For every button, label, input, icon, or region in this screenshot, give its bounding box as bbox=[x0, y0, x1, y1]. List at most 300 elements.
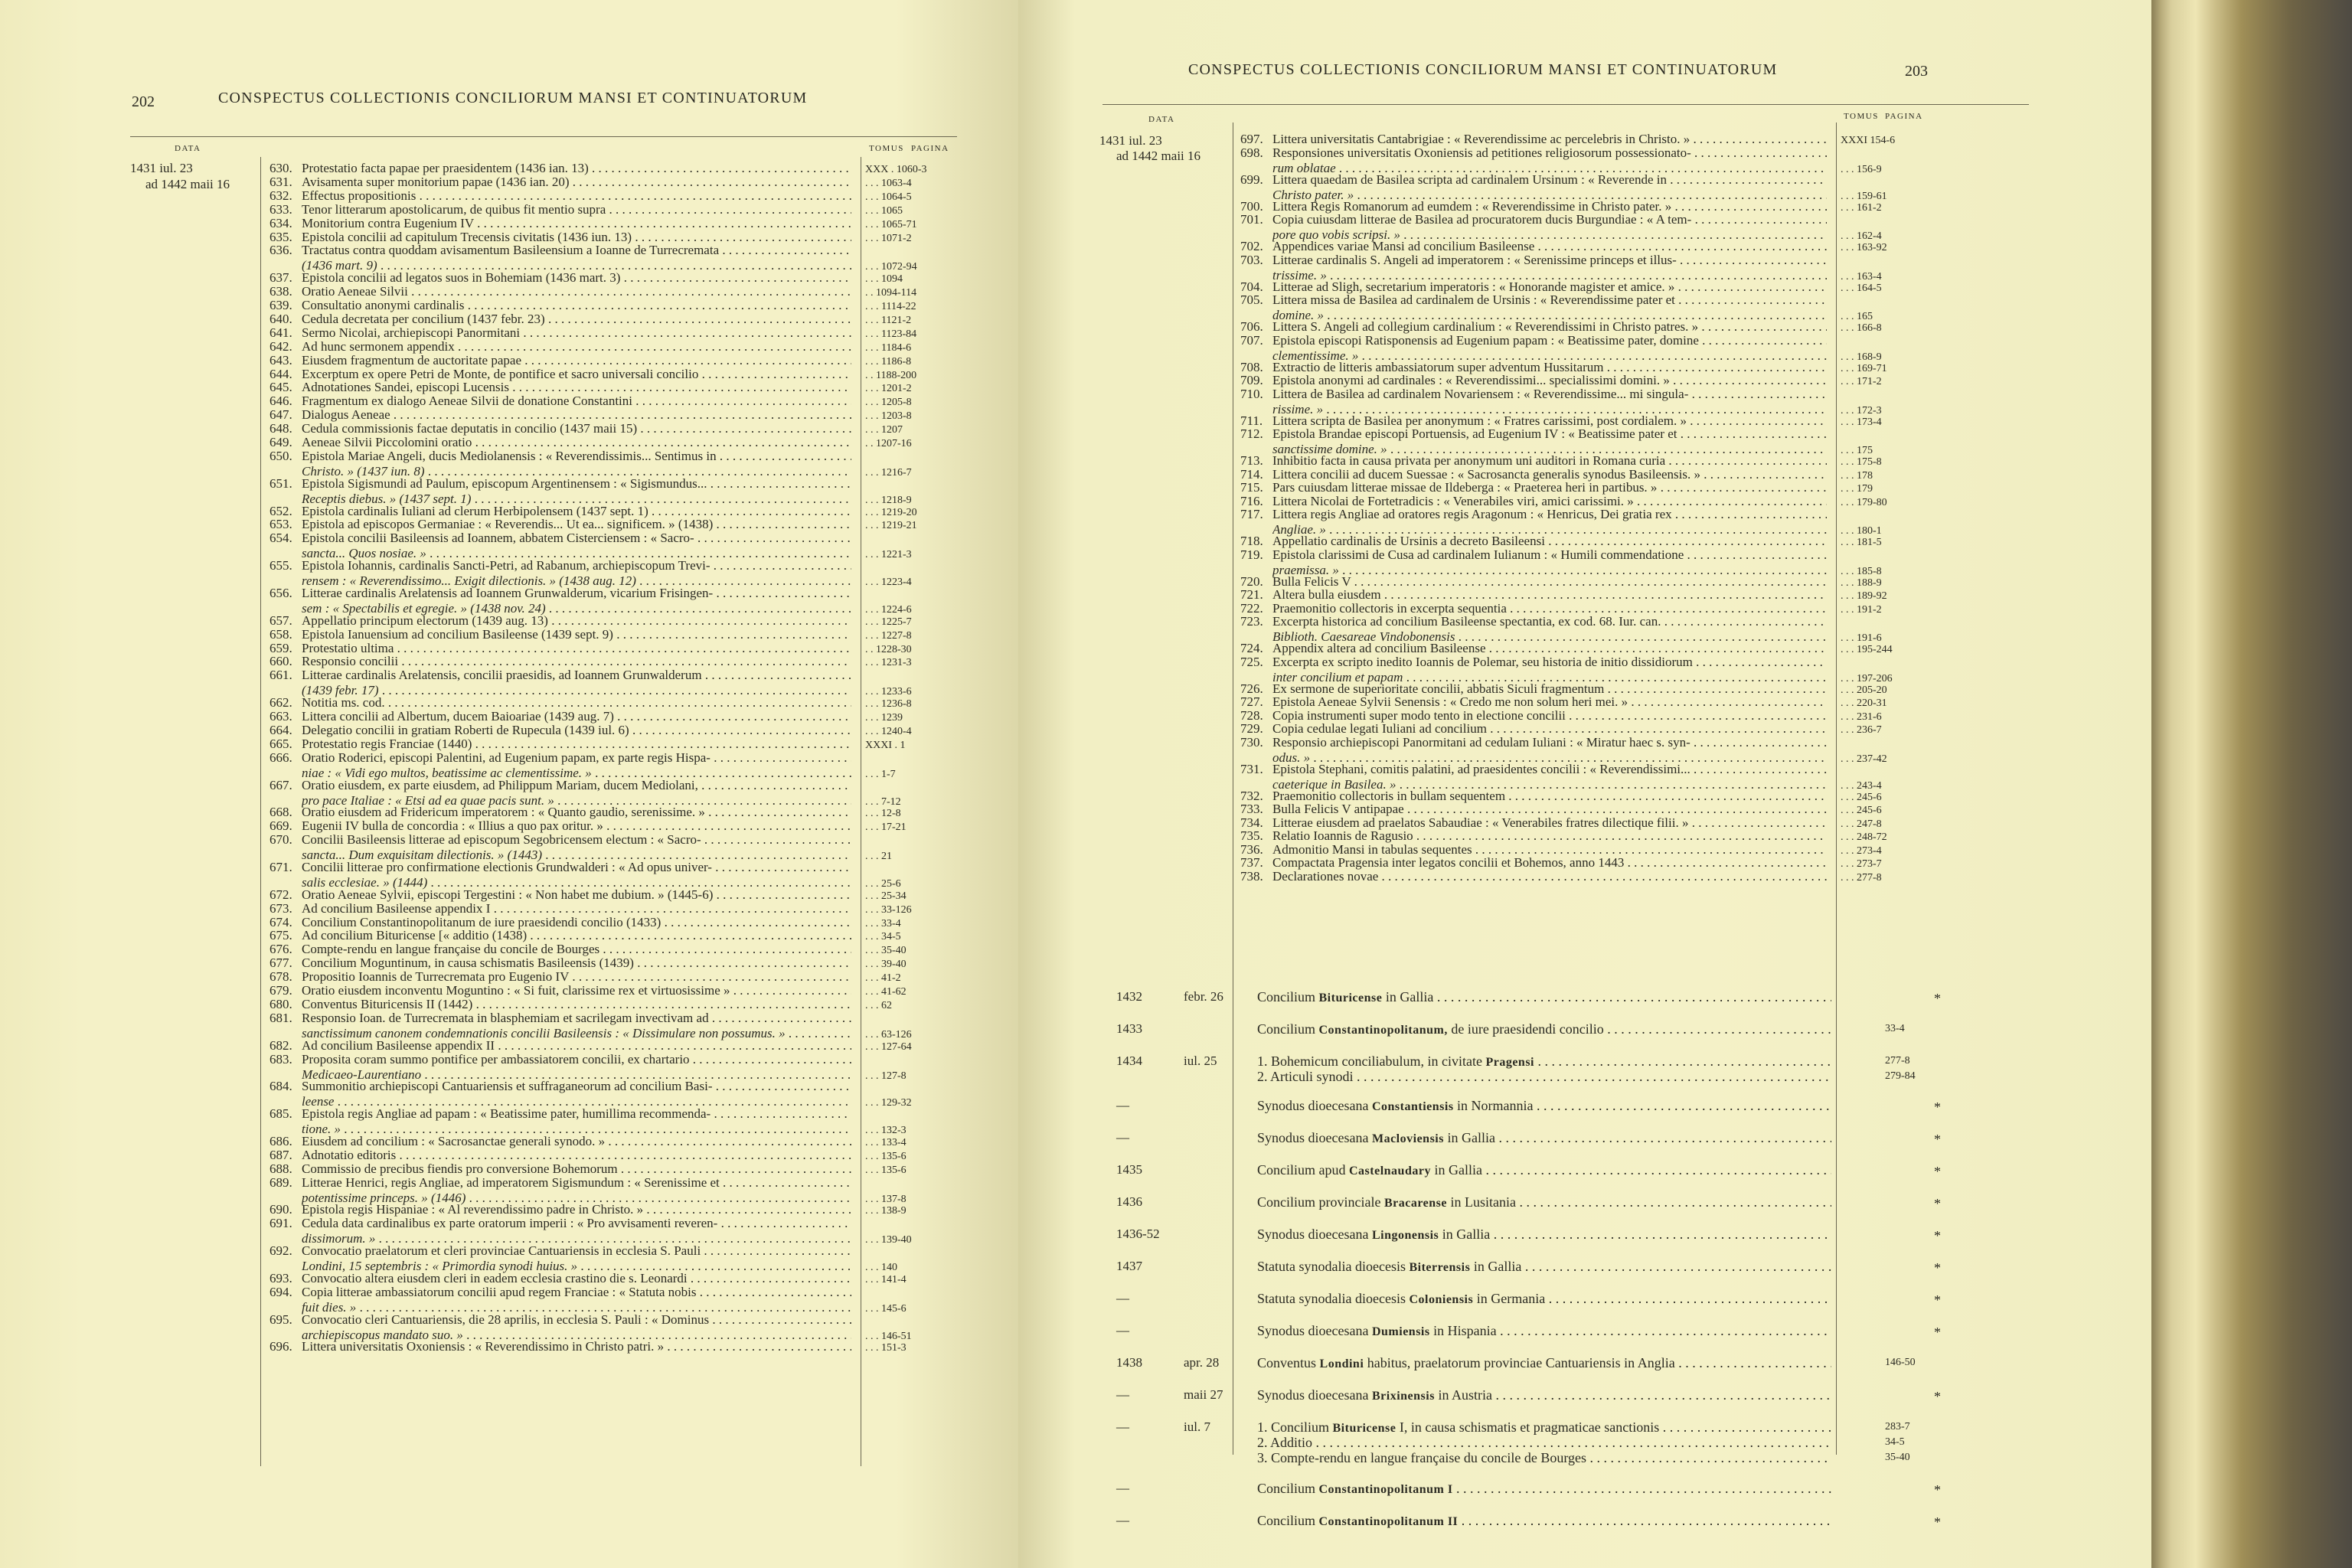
entry-number: 737. bbox=[1240, 855, 1263, 870]
entry-title: Eiusdem ad concilium : « Sacrosanctae generali synodo. » . . . bbox=[302, 1134, 851, 1149]
council-text: in Gallia bbox=[1382, 989, 1434, 1004]
entry-number: 662. bbox=[270, 695, 292, 710]
entry-number: 669. bbox=[270, 818, 292, 834]
entry-reference: . . . 179-80 bbox=[1841, 496, 1887, 508]
entry-title: Copia instrumenti super modo tento in electione concilii . . . bbox=[1272, 708, 1827, 724]
entry-number: 630. bbox=[270, 161, 292, 175]
entry-number: 666. bbox=[270, 750, 292, 765]
entry-title: Epistola anonymi ad cardinales : « Reverendissimi... specialissimi domini. » . . . bbox=[1272, 373, 1827, 388]
council-text: in Lusitania bbox=[1446, 1194, 1516, 1210]
entry-title: Ex sermone de superioritate concilii, abbatis Siculi fragmentum . . . bbox=[1272, 681, 1827, 697]
council-place: Coloniensis bbox=[1409, 1293, 1474, 1306]
entry-number: 663. bbox=[270, 709, 292, 724]
council-entry bbox=[1257, 1054, 1831, 1070]
catalog-entry bbox=[270, 1010, 912, 1040]
entry-reference: . . . 162-4 bbox=[1841, 230, 1882, 242]
entry-title: Litterae cardinalis S. Angeli ad imperatorem : « Serenissime princeps et illus- . . . bbox=[1272, 253, 1827, 268]
entry-number: 681. bbox=[270, 1010, 292, 1025]
council-year: 1437 bbox=[1116, 1259, 1142, 1273]
entry-number: 731. bbox=[1240, 761, 1263, 776]
entry-continuation: tione. » . . . bbox=[302, 1122, 851, 1137]
entry-reference: . . . 273-7 bbox=[1841, 858, 1882, 870]
entry-reference: XXXI . 1 bbox=[865, 739, 906, 751]
council-entry bbox=[1257, 1130, 1831, 1147]
catalog-entry bbox=[1240, 614, 1882, 644]
catalog-entry bbox=[1240, 252, 1882, 283]
council-date: febr. 26 bbox=[1184, 989, 1223, 1004]
council-reference: 35-40 bbox=[1885, 1452, 1910, 1463]
entry-number: 732. bbox=[1240, 788, 1263, 803]
council-entry bbox=[1257, 1098, 1831, 1115]
entry-continuation: Receptis diebus. » (1437 sept. 1) . . . bbox=[302, 492, 851, 507]
entry-number: 647. bbox=[270, 407, 292, 423]
council-reference: 277-8 bbox=[1885, 1055, 1910, 1067]
council-year: 1434 bbox=[1116, 1054, 1142, 1068]
entry-number: 725. bbox=[1240, 654, 1263, 669]
column-header-tomus: TOMUS bbox=[869, 144, 904, 153]
entry-title: Cedula data cardinalibus ex parte oratorum imperii : « Pro avvisamenti reveren- . . . bbox=[302, 1216, 851, 1231]
entry-title: Notitia ms. cod. . . . bbox=[302, 695, 851, 710]
council-reference: 146-50 bbox=[1885, 1357, 1916, 1368]
entry-reference: . . . 181-5 bbox=[1841, 537, 1882, 548]
council-place: Macloviensis bbox=[1371, 1132, 1444, 1145]
council-entry bbox=[1257, 1419, 1831, 1436]
entry-title: Convocatio praelatorum et cleri provinciae Cantuariensis in ecclesia S. Pauli . . . bbox=[302, 1243, 851, 1259]
council-entry: 3. Compte-rendu en langue française du concile de Bourges . . . bbox=[1257, 1450, 1831, 1467]
council-text: Concilium provinciale bbox=[1257, 1194, 1384, 1210]
entry-title: Oratio Aeneae Sylvii, episcopi Tergestini : « Non habet me dubium. » (1445-6) . . . bbox=[302, 887, 851, 903]
entry-reference: . . . 135-6 bbox=[865, 1150, 906, 1162]
entry-reference: . . . 25-6 bbox=[865, 877, 901, 890]
council-date: apr. 28 bbox=[1184, 1355, 1220, 1370]
entry-reference: . . . 248-72 bbox=[1841, 831, 1887, 843]
page-number: 203 bbox=[1905, 63, 1928, 80]
entry-number: 736. bbox=[1240, 841, 1263, 857]
entry-number: 689. bbox=[270, 1174, 292, 1190]
entry-title: Litterae cardinalis Arelatensis ad Ioannem Grunwalderum, vicarium Frisingen- . . . bbox=[302, 586, 851, 601]
entry-number: 643. bbox=[270, 352, 292, 368]
catalog-entry bbox=[270, 1284, 906, 1315]
entry-reference: . . . 159-61 bbox=[1841, 190, 1887, 202]
council-year: — bbox=[1116, 1098, 1129, 1112]
entry-title: Appellatio cardinalis de Ursinis a decreto Basileensi . . . bbox=[1272, 534, 1827, 549]
entry-number: 648. bbox=[270, 421, 292, 436]
entry-reference: . . . 1207 bbox=[865, 424, 903, 436]
council-date: iul. 25 bbox=[1184, 1054, 1217, 1068]
entry-title: Protestatio regis Franciae (1440) . . . bbox=[302, 737, 851, 752]
catalog-entry bbox=[270, 1079, 912, 1109]
entry-reference: . . . 1065-71 bbox=[865, 218, 917, 230]
entry-title: Sermo Nicolai, archiepiscopi Panormitani . . . bbox=[302, 325, 851, 341]
entry-title: Protestatio facta papae per praesidentem (1436 ian. 13) . . . bbox=[302, 161, 851, 176]
entry-reference: . . . 173-4 bbox=[1841, 416, 1882, 428]
council-text: Concilium bbox=[1257, 1513, 1319, 1528]
entry-reference: . . . 1065 bbox=[865, 204, 903, 217]
entry-number: 709. bbox=[1240, 373, 1263, 387]
entry-title: Oratio eiusdem inconventu Moguntino : « Si fuit, clarissime rex et virtuosissime » . . . bbox=[302, 983, 851, 998]
entry-number: 682. bbox=[270, 1037, 292, 1053]
entry-title: Praemonitio collectoris in bullam sequentem . . . bbox=[1272, 789, 1827, 804]
entry-reference: . . . 1205-8 bbox=[865, 397, 912, 409]
entry-number: 639. bbox=[270, 298, 292, 312]
entry-continuation: sancta... Quos nosiae. » . . . bbox=[302, 546, 851, 561]
entry-number: 722. bbox=[1240, 600, 1263, 616]
entry-number: 631. bbox=[270, 174, 292, 189]
entry-continuation: inter concilium et papam . . . bbox=[1272, 670, 1827, 685]
entry-title: Concilium Constantinopolitanum de iure praesidendi concilio (1433) . . . bbox=[302, 915, 851, 930]
council-text: de iure praesidendi concilio bbox=[1447, 1021, 1604, 1037]
entry-title: Fragmentum ex dialogo Aeneae Silvii de donatione Constantini . . . bbox=[302, 394, 851, 409]
entry-continuation: potentissime princeps. » (1446) . . . bbox=[302, 1191, 851, 1206]
council-text: Statuta synodalia dioecesis bbox=[1257, 1291, 1410, 1306]
entry-number: 671. bbox=[270, 859, 292, 874]
entry-reference: . . . 1186-8 bbox=[865, 355, 912, 368]
entry-title: Epistola Mariae Angeli, ducis Mediolanensis : « Reverendissimis... Sentimus in . . . bbox=[302, 449, 851, 464]
catalog-entry bbox=[270, 558, 912, 589]
council-reference: 34-5 bbox=[1885, 1436, 1905, 1448]
entry-number: 668. bbox=[270, 805, 292, 820]
entry-number: 651. bbox=[270, 475, 292, 491]
entry-title: Compactata Pragensia inter legatos concilii et Bohemos, anno 1443 . . . bbox=[1272, 855, 1827, 871]
council-entry bbox=[1257, 1355, 1831, 1372]
council-entry bbox=[1257, 1021, 1831, 1038]
council-year: 1435 bbox=[1116, 1162, 1142, 1177]
entry-reference: . . . 35-40 bbox=[865, 945, 906, 957]
running-title: CONSPECTUS COLLECTIONIS CONCILIORUM MANSI ET CONTINUATORUM bbox=[218, 90, 808, 106]
entry-title: Avisamenta super monitorium papae (1436 ian. 20) . . . bbox=[302, 175, 851, 190]
catalog-entry bbox=[1240, 172, 1887, 202]
entry-number: 728. bbox=[1240, 707, 1263, 723]
catalog-entry bbox=[270, 1243, 897, 1274]
catalog-entry bbox=[270, 832, 892, 863]
entry-number: 653. bbox=[270, 517, 292, 532]
entry-reference: . . . 63-126 bbox=[865, 1028, 912, 1040]
entry-reference: . . . 1223-4 bbox=[865, 577, 912, 589]
entry-continuation: Christo pater. » . . . bbox=[1272, 188, 1827, 203]
entry-title: Responsio Ioan. de Turrecremata in blasphemiam et sacrilegam invectivam ad . . . bbox=[302, 1011, 851, 1026]
entry-number: 708. bbox=[1240, 359, 1263, 374]
entry-number: 638. bbox=[270, 284, 292, 299]
entry-number: 685. bbox=[270, 1106, 292, 1122]
entry-continuation: salis ecclesiae. » (1444) . . . bbox=[302, 875, 851, 890]
entry-number: 665. bbox=[270, 736, 292, 751]
entry-title: Ad concilium Basileense appendix I . . . bbox=[302, 901, 851, 916]
council-entry bbox=[1257, 1481, 1831, 1498]
entry-title: Epistola episcopi Ratisponensis ad Eugenium papam : « Beatissime pater, domine . . . bbox=[1272, 333, 1827, 348]
entry-number: 670. bbox=[270, 832, 292, 848]
entry-title: Epistola Ianuensium ad concilium Basileense (1439 sept. 9) . . . bbox=[302, 627, 851, 642]
entry-title: Excerptum ex opere Petri de Monte, de pontifice et sacro universali concilio . . . bbox=[302, 367, 851, 382]
entry-reference: . . . 171-2 bbox=[1841, 376, 1882, 387]
catalog-entry bbox=[1240, 547, 1882, 577]
entry-title: Littera de Basilea ad cardinalem Novariensem : « Reverendissime... mi singula- . . . bbox=[1272, 387, 1827, 402]
entry-title: Adnotatio editoris . . . bbox=[302, 1148, 851, 1163]
entry-reference: . . . 195-244 bbox=[1841, 644, 1893, 655]
entry-reference: . . . 1240-4 bbox=[865, 725, 912, 737]
entry-number: 683. bbox=[270, 1051, 292, 1067]
entry-reference: XXX . 1060-3 bbox=[865, 164, 927, 175]
asterisk-marker: * bbox=[1934, 1196, 1941, 1211]
catalog-entry bbox=[270, 475, 912, 506]
entry-title: Epistola Aeneae Sylvii Senensis : « Credo me non solum heri mei. » . . . bbox=[1272, 694, 1827, 710]
entry-title: Cedula decretata per concilium (1437 febr. 23) . . . bbox=[302, 312, 851, 327]
entry-reference: . . . 138-9 bbox=[865, 1205, 906, 1217]
entry-title: Littera concilii ad ducem Suessae : « Sacrosancta generalis synodus Basileensis. » . . . bbox=[1272, 467, 1827, 482]
column-rule bbox=[1836, 122, 1837, 1455]
entry-title: Extractio de litteris ambassiatorum super adventum Hussitarum . . . bbox=[1272, 360, 1827, 375]
entry-reference: . . 1228-30 bbox=[865, 643, 912, 655]
council-entry: 2. Additio . . . bbox=[1257, 1435, 1831, 1452]
entry-number: 637. bbox=[270, 270, 292, 286]
asterisk-marker: * bbox=[1934, 1260, 1941, 1276]
council-entry bbox=[1257, 1194, 1831, 1211]
entry-title: Epistola regis Angliae ad papam : « Beatissime pater, humillima recommenda- . . . bbox=[302, 1106, 851, 1122]
entry-reference: . . . 1227-8 bbox=[865, 629, 912, 642]
entry-number: 658. bbox=[270, 626, 292, 642]
entry-reference: . . . 1184-6 bbox=[865, 341, 912, 354]
catalog-entry bbox=[1240, 426, 1873, 456]
catalog-entry bbox=[270, 777, 901, 808]
council-place: Bituricense bbox=[1332, 1422, 1396, 1435]
entry-title: Epistola Sigismundi ad Paulum, episcopum Argentinensem : « Sigismundus... . . . bbox=[302, 476, 851, 492]
council-date: maii 27 bbox=[1184, 1387, 1223, 1402]
entry-reference: . . . 1071-2 bbox=[865, 232, 912, 244]
entry-number: 656. bbox=[270, 585, 292, 600]
entry-title: Responsio concilii . . . bbox=[302, 654, 851, 669]
entry-reference: . . . 245-6 bbox=[1841, 805, 1882, 816]
entry-title: Delegatio concilii in gratiam Roberti de Rupecula (1439 iul. 6) . . . bbox=[302, 723, 851, 738]
entry-number: 738. bbox=[1240, 868, 1263, 884]
entry-title: Eugenii IV bulla de concordia : « Illius a quo pax oritur. » . . . bbox=[302, 818, 851, 834]
asterisk-marker: * bbox=[1934, 1164, 1941, 1179]
entry-continuation: Angliae. » . . . bbox=[1272, 522, 1827, 537]
entry-number: 674. bbox=[270, 914, 292, 929]
entry-reference: . . . 1064-5 bbox=[865, 191, 912, 203]
entry-reference: . . . 161-2 bbox=[1841, 201, 1882, 214]
council-text: in Austria bbox=[1434, 1387, 1492, 1403]
entry-title: Adnotationes Sandei, episcopi Lucensis . . . bbox=[302, 380, 851, 395]
entry-number: 695. bbox=[270, 1312, 292, 1327]
council-place: Constantiensis bbox=[1371, 1100, 1454, 1113]
entry-reference: . . . 180-1 bbox=[1841, 525, 1882, 537]
entry-title: Propositio Ioannis de Turrecremata pro Eugenio IV . . . bbox=[302, 969, 851, 985]
council-year: — bbox=[1116, 1513, 1129, 1527]
entry-continuation: Medicaeo-Laurentiano . . . bbox=[302, 1067, 851, 1083]
entry-number: 641. bbox=[270, 325, 292, 340]
council-reference: 279-84 bbox=[1885, 1070, 1916, 1082]
entry-reference: . . . 135-6 bbox=[865, 1164, 906, 1176]
entry-reference: . . . 1094 bbox=[865, 273, 903, 286]
entry-reference: . . . 189-92 bbox=[1841, 590, 1887, 602]
entry-number: 733. bbox=[1240, 802, 1263, 816]
entry-title: Epistola ad episcopos Germaniae : « Reverendis... Ut ea... significem. » (1438) . . . bbox=[302, 517, 851, 532]
entry-continuation: (1436 mart. 9) . . . bbox=[302, 258, 851, 273]
entry-reference: . . . 1218-9 bbox=[865, 494, 912, 506]
entry-title: Oratio eiusdem, ex parte eiusdem, ad Philippum Mariam, ducem Mediolani, . . . bbox=[302, 778, 851, 793]
entry-reference: . . . 1224-6 bbox=[865, 603, 912, 616]
running-title: CONSPECTUS COLLECTIONIS CONCILIORUM MANSI ET CONTINUATORUM bbox=[1188, 61, 1778, 78]
entry-number: 684. bbox=[270, 1079, 292, 1094]
entry-number: 716. bbox=[1240, 493, 1263, 508]
catalog-entry bbox=[270, 1174, 906, 1205]
council-entry bbox=[1257, 1162, 1831, 1179]
entry-number: 707. bbox=[1240, 332, 1263, 348]
entry-title: Praemonitio collectoris in excerpta sequentia . . . bbox=[1272, 601, 1827, 616]
catalog-entry bbox=[1240, 292, 1873, 322]
entry-number: 664. bbox=[270, 722, 292, 737]
entry-number: 675. bbox=[270, 928, 292, 943]
council-text: in Gallia bbox=[1443, 1130, 1495, 1145]
entry-reference: . . 1094-114 bbox=[865, 287, 917, 299]
entry-title: Copia cedulae legati Iuliani ad concilium . . . bbox=[1272, 721, 1827, 737]
entry-reference: . . . 231-6 bbox=[1841, 710, 1882, 723]
column-header-pagina: PAGINA bbox=[911, 144, 949, 153]
entry-continuation: rissime. » . . . bbox=[1272, 402, 1827, 417]
entry-number: 718. bbox=[1240, 534, 1263, 548]
entry-reference: . . . 139-40 bbox=[865, 1234, 912, 1246]
entry-number: 673. bbox=[270, 900, 292, 916]
council-text: Conventus bbox=[1257, 1355, 1320, 1370]
entry-title: Consultatio anonymi cardinalis . . . bbox=[302, 298, 851, 313]
entry-number: 679. bbox=[270, 983, 292, 998]
council-date: iul. 7 bbox=[1184, 1419, 1210, 1434]
entry-title: Bulla Felicis V . . . bbox=[1272, 574, 1827, 590]
entry-reference: . . . 188-9 bbox=[1841, 577, 1882, 589]
column-header-pagina: PAGINA bbox=[1885, 112, 1923, 121]
catalog-entry bbox=[270, 585, 912, 616]
council-text: Synodus dioecesana bbox=[1257, 1227, 1372, 1242]
entry-title: Relatio Ioannis de Ragusio . . . bbox=[1272, 828, 1827, 844]
entry-reference: . . . 1-7 bbox=[865, 768, 896, 780]
entry-reference: . . . 34-5 bbox=[865, 931, 901, 943]
entry-title: Conventus Bituricensis II (1442) . . . bbox=[302, 997, 851, 1012]
entry-continuation: pore quo vobis scripsi. » . . . bbox=[1272, 227, 1827, 243]
council-text: in Germania bbox=[1473, 1291, 1546, 1306]
entry-title: Concilii litterae pro confirmatione electionis Grundwalderi : « Ad opus univer- . . . bbox=[302, 860, 851, 875]
entry-number: 727. bbox=[1240, 694, 1263, 709]
entry-number: 634. bbox=[270, 215, 292, 230]
entry-number: 659. bbox=[270, 640, 292, 655]
entry-reference: . . . 163-4 bbox=[1841, 270, 1882, 283]
entry-number: 688. bbox=[270, 1161, 292, 1176]
entry-title: Littera universitatis Oxoniensis : « Reverendissimo in Christo patri. » . . . bbox=[302, 1339, 851, 1354]
entry-reference: . . . 179 bbox=[1841, 483, 1873, 495]
entry-number: 723. bbox=[1240, 614, 1263, 629]
council-place: Biterrensis bbox=[1409, 1261, 1471, 1274]
entry-number: 715. bbox=[1240, 480, 1263, 495]
entry-number: 652. bbox=[270, 503, 292, 518]
entry-number: 726. bbox=[1240, 681, 1263, 696]
entry-reference: . . . 33-126 bbox=[865, 903, 912, 916]
council-reference: 283-7 bbox=[1885, 1421, 1910, 1432]
entry-number: 714. bbox=[1240, 466, 1263, 482]
catalog-entry bbox=[270, 859, 901, 890]
council-year: — bbox=[1116, 1323, 1129, 1338]
council-year: 1438 bbox=[1116, 1355, 1142, 1370]
council-text: in Normannia bbox=[1453, 1098, 1534, 1113]
entry-number: 698. bbox=[1240, 145, 1263, 160]
entry-title: Cedula commissionis factae deputatis in concilio (1437 maii 15) . . . bbox=[302, 421, 851, 436]
entry-reference: . . 1188-200 bbox=[865, 369, 917, 381]
entry-title: Epistola Stephani, comitis palatini, ad praesidentes concilii : « Reverendissimi... . . . bbox=[1272, 762, 1827, 777]
entry-title: Protestatio ultima . . . bbox=[302, 641, 851, 656]
entry-number: 691. bbox=[270, 1216, 292, 1231]
entry-title: Excerpta historica ad concilium Basileense spectantia, ex cod. 68. Iur. can. . . . bbox=[1272, 614, 1827, 629]
entry-title: Epistola Iohannis, cardinalis Sancti-Petri, ad Rabanum, archiepiscopum Trevi- . . . bbox=[302, 558, 851, 573]
entry-reference: . . . 21 bbox=[865, 851, 892, 863]
entry-number: 672. bbox=[270, 887, 292, 902]
council-text: 1. Bohemicum conciliabulum, in civitate bbox=[1257, 1054, 1486, 1069]
council-entry bbox=[1257, 1259, 1831, 1276]
catalog-entry bbox=[270, 668, 912, 698]
entry-title: Oratio eiusdem ad Fridericum imperatorem : « Quanto gaudio, serenissime. » . . . bbox=[302, 805, 851, 820]
entry-title: Appendices variae Mansi ad concilium Basileense . . . bbox=[1272, 239, 1827, 254]
column-header-tomus: TOMUS bbox=[1844, 112, 1879, 121]
entry-title: Epistola concilii ad capitulum Trecensis civitatis (1436 iun. 13) . . . bbox=[302, 230, 851, 245]
entry-reference: . . . 245-6 bbox=[1841, 791, 1882, 803]
entry-number: 677. bbox=[270, 956, 292, 971]
right-page bbox=[1018, 0, 2151, 1568]
entry-number: 636. bbox=[270, 243, 292, 258]
entry-title: Litterae eiusdem ad praelatos Sabaudiae : « Venerabiles fratres dilectique filii. » . . . bbox=[1272, 815, 1827, 831]
catalog-entry bbox=[270, 1106, 906, 1137]
entry-title: Responsio archiepiscopi Panormitani ad cedulam Iuliani : « Miratur haec s. syn- . . . bbox=[1272, 735, 1827, 750]
entry-number: 696. bbox=[270, 1339, 292, 1354]
entry-number: 720. bbox=[1240, 573, 1263, 589]
catalog-entry bbox=[270, 448, 912, 479]
entry-number: 633. bbox=[270, 201, 292, 217]
entry-reference: . . . 127-64 bbox=[865, 1040, 912, 1053]
council-entry: 2. Articuli synodi . . . bbox=[1257, 1069, 1831, 1086]
council-place: Constantinopolitanum II bbox=[1318, 1515, 1459, 1528]
entry-number: 640. bbox=[270, 311, 292, 326]
asterisk-marker: * bbox=[1934, 1514, 1941, 1530]
entry-reference: . . . 7-12 bbox=[865, 795, 901, 808]
entry-title: Excerpta ex scripto inedito Ioannis de Polemar, seu historia de initio dissidiorum . . . bbox=[1272, 655, 1827, 670]
entry-continuation: Christo. » (1437 iun. 8) . . . bbox=[302, 464, 851, 479]
council-year: — bbox=[1116, 1419, 1129, 1434]
entry-continuation: sem : « Spectabilis et egregie. » (1438 nov. 24) . . . bbox=[302, 601, 851, 616]
entry-continuation: clementissime. » . . . bbox=[1272, 348, 1827, 364]
entry-title: Littera universitatis Cantabrigiae : « Reverendissime ac percelebris in Christo. » . . . bbox=[1272, 132, 1827, 147]
council-text: habitus, praelatorum provinciae Cantuariensis in Anglia bbox=[1364, 1355, 1675, 1370]
council-place: Dumiensis bbox=[1371, 1325, 1430, 1338]
entry-title: Copia litterae ambassiatorum concilii apud regem Franciae : « Statuta nobis . . . bbox=[302, 1285, 851, 1300]
asterisk-marker: * bbox=[1934, 991, 1941, 1006]
entry-reference: . . . 39-40 bbox=[865, 959, 906, 971]
entry-number: 705. bbox=[1240, 292, 1263, 307]
entry-number: 686. bbox=[270, 1133, 292, 1148]
entry-reference: . . . 140 bbox=[865, 1262, 897, 1274]
entry-number: 699. bbox=[1240, 172, 1263, 187]
entry-title: Concilii Basileensis litterae ad episcopum Segobricensem electum : « Sacro- . . . bbox=[302, 832, 851, 848]
entry-title: Inhibitio facta in causa privata per anonymum uni auditori in Romana curia . . . bbox=[1272, 453, 1827, 469]
council-year: — bbox=[1116, 1291, 1129, 1305]
entry-reference: . . . 1219-20 bbox=[865, 506, 917, 518]
entry-title: Littera scripta de Basilea per anonymum : « Fratres carissimi, post cordialem. » . . . bbox=[1272, 413, 1827, 429]
catalog-entry bbox=[1240, 507, 1882, 537]
entry-continuation: caeterique in Basilea. » . . . bbox=[1272, 777, 1827, 792]
entry-reference: . . . 129-32 bbox=[865, 1097, 912, 1109]
council-place: Castelnaudary bbox=[1349, 1165, 1431, 1178]
entry-title: Copia cuiusdam litterae de Basilea ad procuratorem ducis Burgundiae : « A tem- . . . bbox=[1272, 212, 1827, 227]
entry-reference: . . . 141-4 bbox=[865, 1273, 906, 1285]
entry-title: Bulla Felicis V antipapae . . . bbox=[1272, 802, 1827, 817]
council-text: in Gallia bbox=[1439, 1227, 1491, 1242]
council-entry bbox=[1257, 989, 1831, 1006]
entry-title: Littera Nicolai de Fortetradicis : « Venerabiles viri, amici carissimi. » . . . bbox=[1272, 494, 1827, 509]
catalog-entry bbox=[270, 531, 912, 561]
